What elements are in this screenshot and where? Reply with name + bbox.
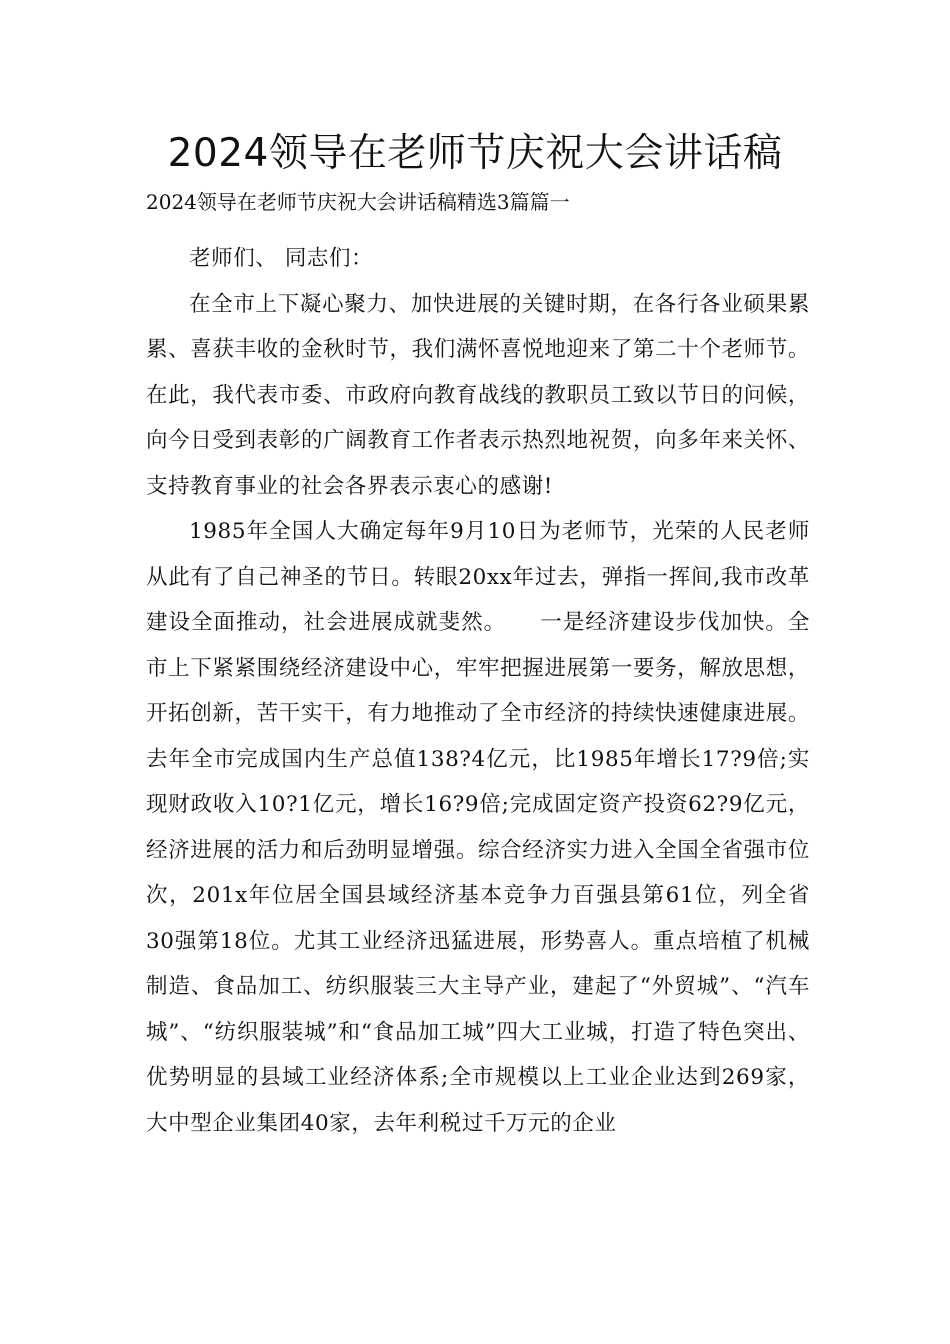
document-title: 2024领导在老师节庆祝大会讲话稿 — [167, 131, 783, 176]
document-subtitle: 2024领导在老师节庆祝大会讲话稿精选3篇篇一 — [146, 190, 570, 214]
salutation: 老师们、 同志们： — [189, 246, 374, 271]
paragraph-1: 在全市上下凝心聚力、加快进展的关键时期，在各行各业硕果累累、喜获丰收的金秋时节，我们满怀喜悦地迎来了第二十个老师节。在此，我代表市委、市政府向教育战线的教职员工致以节日的问候，向今日受到表彰的广阔教育工作者表示热烈地祝贺，向多年来关怀、支持教育事业的社会各界表示衷心的感谢! — [146, 291, 810, 499]
document-body — [146, 236, 810, 1146]
paragraph-2: 1985年全国人大确定每年9月10日为老师节，光荣的人民老师从此有了自己神圣的节日。转眼20xx年过去，弹指一挥间,我市改革建设全面推动，社会进展成就斐然。 一是经济建设步伐加快。全市上下紧紧围绕经济建设中心，牢牢把握进展第一要务，解放思想，开拓创新，苦干实干，有力地推动了全市经济的持续快速健康进展。去年全市完成国内生产总值138?4亿元，比1985年增长17?9倍;实现财政收入10?1亿元，增长16?9倍;完成固定资产投资62?9亿元，经济进展的活力和后劲明显增强。综合经济实力进入全国全省强市位次，201x年位居全国县域经济基本竞争力百强县第61位，列全省30强第18位。尤其工业经济迅猛进展，形势喜人。重点培植了机械制造、食品加工、纺织服装三大主导产业，建起了“外贸城”、“汽车城”、“纺织服装城”和“食品加工城”四大工业城，打造了特色突出、优势明显的县域工业经济体系;全市规模以上工业企业达到269家，大中型企业集团40家，去年利税过千万元的企业 — [146, 519, 810, 1136]
